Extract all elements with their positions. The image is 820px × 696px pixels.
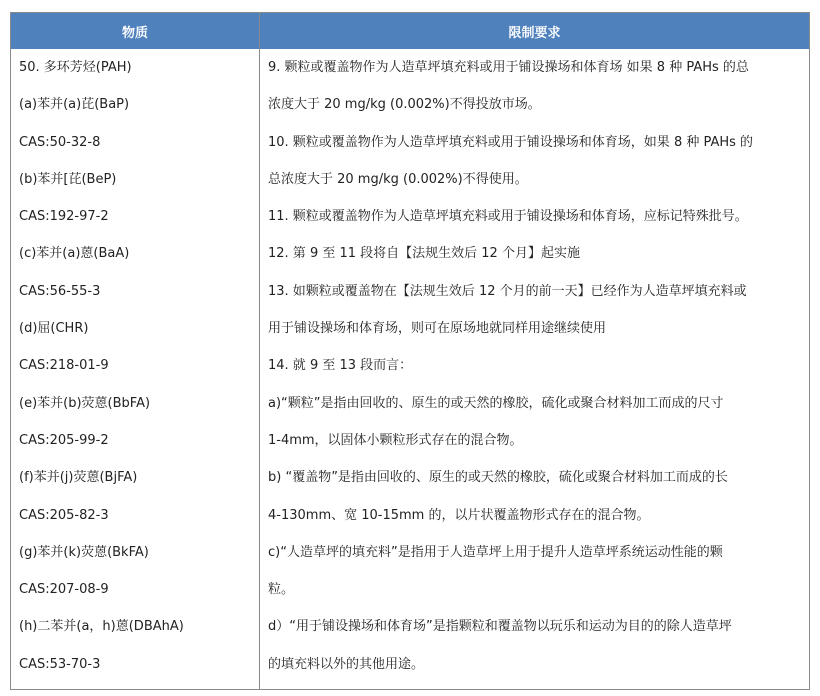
substance-line: CAS:207-08-9 bbox=[19, 582, 109, 598]
substance-line: (d)屈(CHR) bbox=[19, 321, 89, 337]
substance-line: (b)苯并[芘(BeP) bbox=[19, 171, 117, 187]
requirement-line: 14. 就 9 至 13 段而言： bbox=[268, 358, 413, 374]
regulation-table bbox=[10, 12, 810, 690]
requirement-line: 9. 颗粒或覆盖物作为人造草坪填充料或用于铺设操场和体育场 如果 8 种 PAHs 的总 bbox=[268, 60, 749, 75]
requirement-line: 粒。 bbox=[268, 582, 295, 598]
requirement-line: 13. 如颗粒或覆盖物在【法规生效后 12 个月的前一天】已经作为人造草坪填充料或 bbox=[268, 283, 747, 299]
header-requirements: 限制要求 bbox=[508, 25, 561, 41]
substance-line: CAS:53-70-3 bbox=[19, 656, 101, 672]
requirement-line: 的填充料以外的其他用途。 bbox=[268, 656, 425, 672]
substance-line: (f)苯并(j)荧蒽(BjFA) bbox=[19, 470, 138, 486]
requirement-line: 用于铺设操场和体育场，则可在原场地就同样用途继续使用 bbox=[268, 321, 607, 337]
substance-line: (e)苯并(b)荧蒽(BbFA) bbox=[19, 395, 151, 411]
requirement-line: 4-130mm、宽 10-15mm 的，以片状覆盖物形式存在的混合物。 bbox=[268, 507, 650, 523]
requirement-line: a)“颗粒”是指由回收的、原生的或天然的橡胶，硫化或聚合材料加工而成的尺寸 bbox=[268, 395, 724, 411]
requirement-line: b) “覆盖物”是指由回收的、原生的或天然的橡胶，硫化或聚合材料加工而成的长 bbox=[268, 470, 728, 486]
substance-line: (c)苯并(a)蒽(BaA) bbox=[19, 246, 130, 262]
requirement-line: 总浓度大于 20 mg/kg (0.002%)不得使用。 bbox=[268, 171, 528, 187]
substance-line: CAS:205-82-3 bbox=[19, 507, 109, 523]
requirement-line: 12. 第 9 至 11 段将自【法规生效后 12 个月】起实施 bbox=[268, 246, 580, 262]
substance-line: (a)苯并(a)芘(BaP) bbox=[19, 97, 130, 113]
requirement-line: c)“人造草坪的填充料”是指用于人造草坪上用于提升人造草坪系统运动性能的颗 bbox=[268, 544, 723, 560]
substance-line: CAS:56-55-3 bbox=[19, 283, 101, 299]
substance-line: CAS:192-97-2 bbox=[19, 209, 109, 225]
table-body bbox=[11, 49, 809, 689]
requirements-column bbox=[260, 49, 809, 689]
substance-line: (g)苯并(k)荧蒽(BkFA) bbox=[19, 544, 149, 560]
substance-line: CAS:218-01-9 bbox=[19, 358, 109, 374]
substance-column bbox=[11, 49, 260, 689]
requirement-line: 10. 颗粒或覆盖物作为人造草坪填充料或用于铺设操场和体育场，如果 8 种 PAHs 的 bbox=[268, 134, 754, 150]
substance-line: 50. 多环芳烃(PAH) bbox=[19, 60, 132, 75]
substance-line: CAS:205-99-2 bbox=[19, 432, 109, 448]
table-header bbox=[11, 13, 809, 49]
requirement-line: 1-4mm，以固体小颗粒形式存在的混合物。 bbox=[268, 432, 523, 448]
substance-line: CAS:50-32-8 bbox=[19, 134, 101, 150]
header-substance: 物质 bbox=[11, 13, 260, 49]
requirement-line: 浓度大于 20 mg/kg (0.002%)不得投放市场。 bbox=[268, 97, 541, 113]
substance-line: (h)二苯并(a，h)蒽(DBAhA) bbox=[19, 619, 184, 635]
requirement-line: d）“用于铺设操场和体育场”是指颗粒和覆盖物以玩乐和运动为目的的除人造草坪 bbox=[268, 619, 732, 635]
requirement-line: 11. 颗粒或覆盖物作为人造草坪填充料或用于铺设操场和体育场，应标记特殊批号。 bbox=[268, 209, 748, 225]
